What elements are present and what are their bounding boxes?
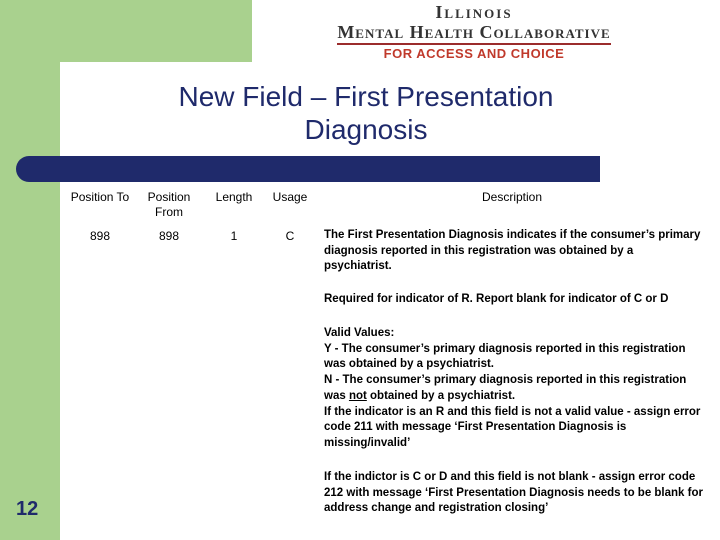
description-paragraph-1: The First Presentation Diagnosis indicates if the consumer’s primary diagnosis reported in this registration was obtained by a psychiatrist. <box>324 229 701 273</box>
logo-line-1: Illinois <box>435 2 513 22</box>
logo-line-2: Mental Health Collaborative <box>337 22 610 45</box>
description-paragraph-4: If the indictor is C or D and this field is not blank - assign error code 212 with message ‘First Presentation Diagnosis needs to be blank for address change and registration closing’ <box>324 471 703 515</box>
title-line-1: New Field – First Presentation <box>178 81 554 112</box>
valid-value-n-text-1: N - The consumer’s primary diagnosis reported in this registration was <box>324 374 687 402</box>
valid-value-y: Y - The consumer’s primary diagnosis reported in this registration was obtained by a psychiatrist. <box>324 342 686 371</box>
cell-length: 1 <box>230 229 238 243</box>
logo-tagline: FOR ACCESS AND CHOICE <box>383 46 565 61</box>
header-position-to: Position To <box>70 190 130 204</box>
error-rule-211: If the indicator is an R and this field is not a valid value - assign error code 211 with message ‘First Presentation Diagnosis is missing/invalid’ <box>324 405 701 449</box>
title-line-2: Diagnosis <box>304 114 428 145</box>
description-paragraph-2: Required for indicator of R. Report blank for indicator of C or D <box>324 293 669 305</box>
header-position-from: Position From <box>147 190 191 219</box>
header-description: Description <box>481 190 543 204</box>
header-length: Length <box>215 190 253 204</box>
slide-title <box>100 80 632 146</box>
cell-position-to: 898 <box>89 229 111 243</box>
cell-position-from: 898 <box>158 229 180 243</box>
valid-value-n-emphasis: not <box>348 389 367 402</box>
content-corner <box>60 62 100 102</box>
green-side-band <box>0 0 60 540</box>
valid-value-n-text-2: obtained by a psychiatrist. <box>366 389 516 402</box>
organization-logo <box>296 2 652 62</box>
description-valid-values <box>324 326 704 452</box>
page-number: 12 <box>16 498 39 520</box>
header-usage: Usage <box>272 190 308 204</box>
valid-values-label: Valid Values: <box>324 327 395 339</box>
cell-usage: C <box>285 229 295 243</box>
green-top-band <box>0 0 252 62</box>
title-divider-bar <box>16 156 600 182</box>
valid-value-n <box>324 373 704 404</box>
